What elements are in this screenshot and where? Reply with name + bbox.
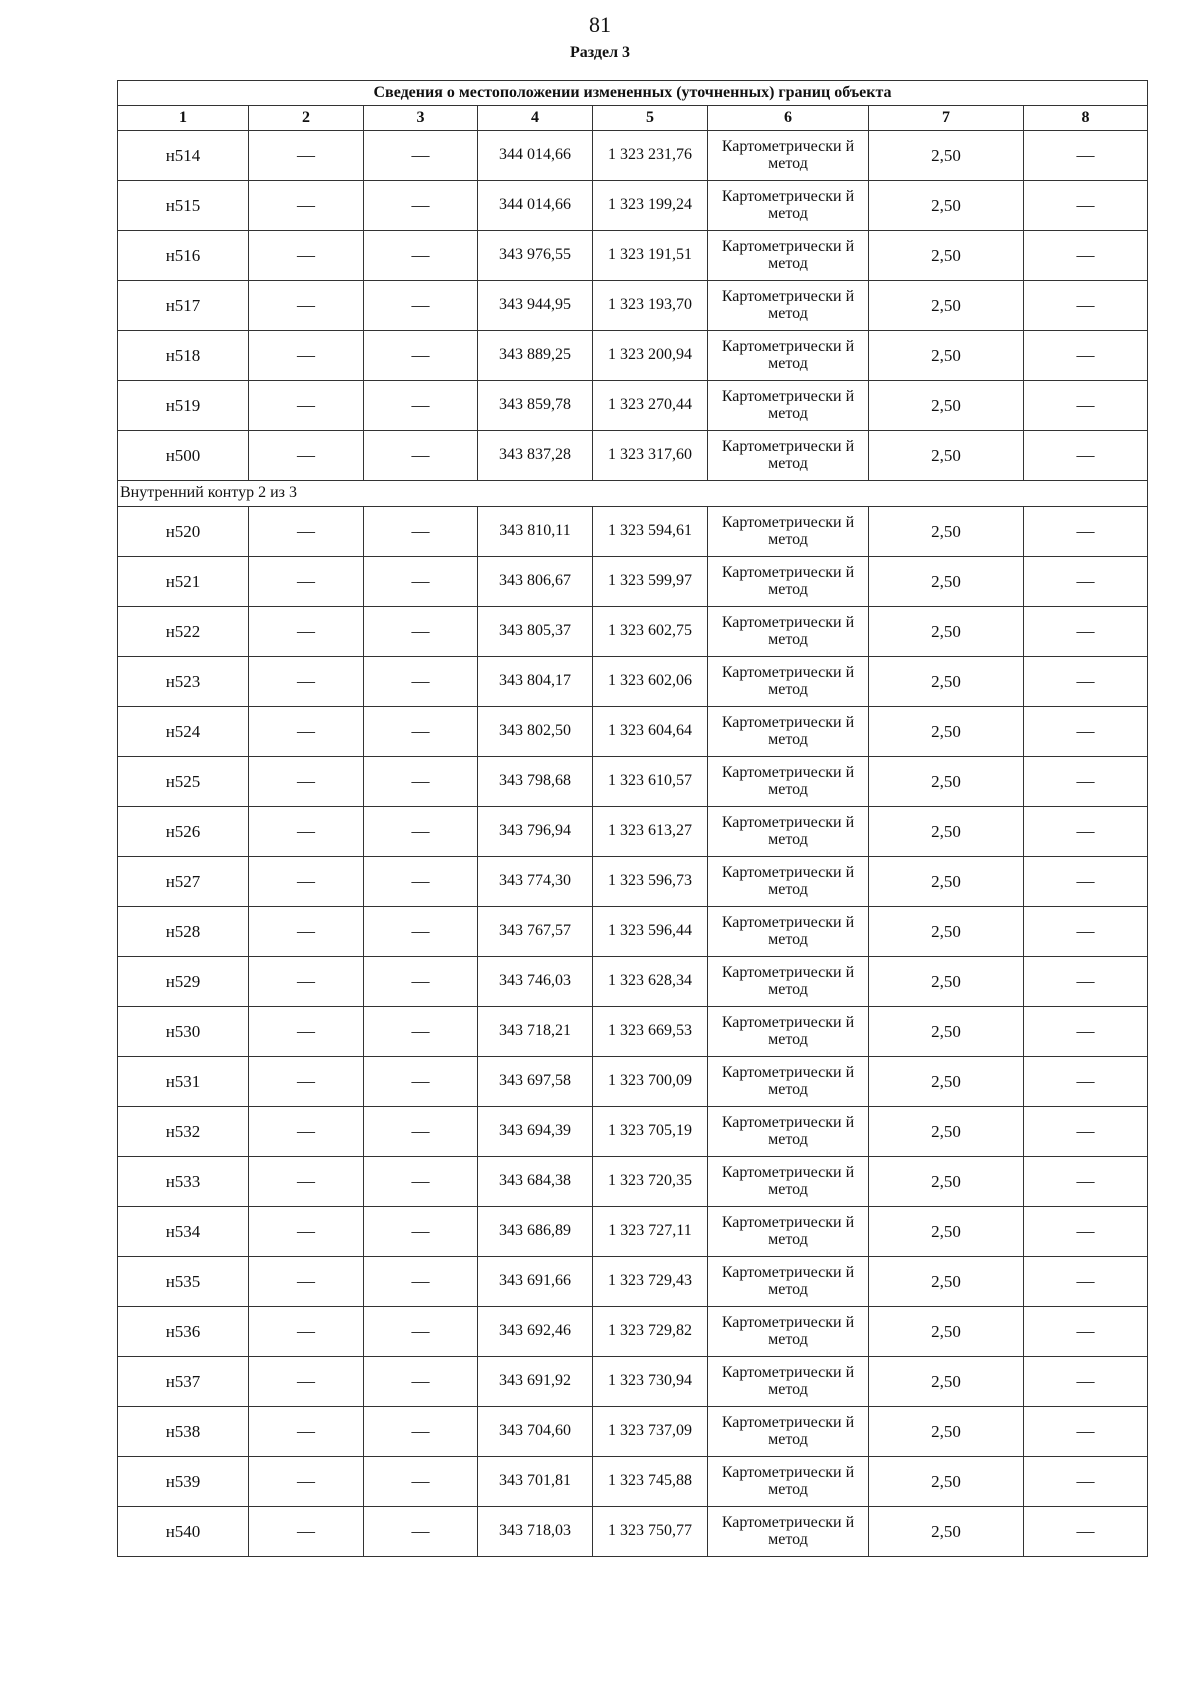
- y-coordinate: 1 323 191,51: [593, 231, 708, 281]
- col3-value: —: [364, 757, 478, 807]
- col8-value: —: [1024, 957, 1148, 1007]
- y-coordinate: 1 323 669,53: [593, 1007, 708, 1057]
- method: Картометрически й метод: [708, 807, 869, 857]
- method: Картометрически й метод: [708, 957, 869, 1007]
- col2-value: —: [249, 281, 364, 331]
- table-row: [118, 557, 1148, 607]
- point-name: н522: [118, 607, 249, 657]
- point-name: н521: [118, 557, 249, 607]
- col8-value: —: [1024, 1307, 1148, 1357]
- col3-value: —: [364, 507, 478, 557]
- col3-value: —: [364, 907, 478, 957]
- y-coordinate: 1 323 610,57: [593, 757, 708, 807]
- column-number: 3: [364, 106, 478, 131]
- col8-value: —: [1024, 607, 1148, 657]
- method: Картометрически й метод: [708, 1457, 869, 1507]
- method: Картометрически й метод: [708, 1257, 869, 1307]
- accuracy: 2,50: [869, 657, 1024, 707]
- y-coordinate: 1 323 705,19: [593, 1107, 708, 1157]
- x-coordinate: 343 837,28: [478, 431, 593, 481]
- column-number-row: [118, 106, 1148, 131]
- y-coordinate: 1 323 729,82: [593, 1307, 708, 1357]
- col2-value: —: [249, 231, 364, 281]
- col2-value: —: [249, 1357, 364, 1407]
- point-name: н500: [118, 431, 249, 481]
- x-coordinate: 343 691,92: [478, 1357, 593, 1407]
- method: Картометрически й метод: [708, 1107, 869, 1157]
- accuracy: 2,50: [869, 1157, 1024, 1207]
- col8-value: —: [1024, 1507, 1148, 1557]
- col8-value: —: [1024, 507, 1148, 557]
- method: Картометрически й метод: [708, 1007, 869, 1057]
- point-name: н524: [118, 707, 249, 757]
- method: Картометрически й метод: [708, 907, 869, 957]
- col3-value: —: [364, 1407, 478, 1457]
- contour-row: [118, 481, 1148, 507]
- col2-value: —: [249, 181, 364, 231]
- col3-value: —: [364, 1007, 478, 1057]
- x-coordinate: 343 810,11: [478, 507, 593, 557]
- point-name: н520: [118, 507, 249, 557]
- column-number: 5: [593, 106, 708, 131]
- table-row: [118, 807, 1148, 857]
- point-name: н528: [118, 907, 249, 957]
- table-row: [118, 657, 1148, 707]
- accuracy: 2,50: [869, 1257, 1024, 1307]
- col3-value: —: [364, 1507, 478, 1557]
- accuracy: 2,50: [869, 507, 1024, 557]
- col8-value: —: [1024, 431, 1148, 481]
- table-row: [118, 707, 1148, 757]
- point-name: н516: [118, 231, 249, 281]
- table-row: [118, 281, 1148, 331]
- x-coordinate: 343 806,67: [478, 557, 593, 607]
- col3-value: —: [364, 1357, 478, 1407]
- table-row: [118, 1157, 1148, 1207]
- method: Картометрически й метод: [708, 757, 869, 807]
- method: Картометрически й метод: [708, 657, 869, 707]
- method: Картометрически й метод: [708, 1207, 869, 1257]
- method: Картометрически й метод: [708, 331, 869, 381]
- x-coordinate: 343 694,39: [478, 1107, 593, 1157]
- table-row: [118, 1257, 1148, 1307]
- accuracy: 2,50: [869, 1107, 1024, 1157]
- col2-value: —: [249, 1057, 364, 1107]
- accuracy: 2,50: [869, 757, 1024, 807]
- table-row: [118, 1307, 1148, 1357]
- accuracy: 2,50: [869, 1207, 1024, 1257]
- x-coordinate: 343 692,46: [478, 1307, 593, 1357]
- col8-value: —: [1024, 1407, 1148, 1457]
- x-coordinate: 343 859,78: [478, 381, 593, 431]
- x-coordinate: 343 767,57: [478, 907, 593, 957]
- col2-value: —: [249, 1257, 364, 1307]
- col3-value: —: [364, 1207, 478, 1257]
- point-name: н537: [118, 1357, 249, 1407]
- col8-value: —: [1024, 757, 1148, 807]
- column-number: 4: [478, 106, 593, 131]
- col8-value: —: [1024, 707, 1148, 757]
- col8-value: —: [1024, 331, 1148, 381]
- col2-value: —: [249, 557, 364, 607]
- point-name: н535: [118, 1257, 249, 1307]
- y-coordinate: 1 323 594,61: [593, 507, 708, 557]
- col2-value: —: [249, 607, 364, 657]
- col8-value: —: [1024, 1157, 1148, 1207]
- accuracy: 2,50: [869, 1307, 1024, 1357]
- col2-value: —: [249, 431, 364, 481]
- point-name: н533: [118, 1157, 249, 1207]
- x-coordinate: 343 805,37: [478, 607, 593, 657]
- col3-value: —: [364, 707, 478, 757]
- y-coordinate: 1 323 700,09: [593, 1057, 708, 1107]
- x-coordinate: 343 718,21: [478, 1007, 593, 1057]
- table-row: [118, 957, 1148, 1007]
- col8-value: —: [1024, 1457, 1148, 1507]
- y-coordinate: 1 323 602,75: [593, 607, 708, 657]
- table-row: [118, 607, 1148, 657]
- col3-value: —: [364, 957, 478, 1007]
- accuracy: 2,50: [869, 1407, 1024, 1457]
- y-coordinate: 1 323 270,44: [593, 381, 708, 431]
- table-row: [118, 757, 1148, 807]
- contour-label: Внутренний контур 2 из 3: [118, 481, 1148, 507]
- column-number: 7: [869, 106, 1024, 131]
- point-name: н532: [118, 1107, 249, 1157]
- method: Картометрически й метод: [708, 1407, 869, 1457]
- x-coordinate: 343 976,55: [478, 231, 593, 281]
- col3-value: —: [364, 331, 478, 381]
- accuracy: 2,50: [869, 1357, 1024, 1407]
- section-title: Раздел 3: [569, 44, 631, 61]
- point-name: н534: [118, 1207, 249, 1257]
- col8-value: —: [1024, 907, 1148, 957]
- table-row: [118, 1007, 1148, 1057]
- y-coordinate: 1 323 737,09: [593, 1407, 708, 1457]
- accuracy: 2,50: [869, 231, 1024, 281]
- table-row: [118, 381, 1148, 431]
- col3-value: —: [364, 1307, 478, 1357]
- col3-value: —: [364, 431, 478, 481]
- point-name: н527: [118, 857, 249, 907]
- method: Картометрически й метод: [708, 607, 869, 657]
- col3-value: —: [364, 657, 478, 707]
- col8-value: —: [1024, 181, 1148, 231]
- y-coordinate: 1 323 596,73: [593, 857, 708, 907]
- accuracy: 2,50: [869, 1507, 1024, 1557]
- col2-value: —: [249, 1407, 364, 1457]
- method: Картометрически й метод: [708, 707, 869, 757]
- col3-value: —: [364, 1057, 478, 1107]
- x-coordinate: 344 014,66: [478, 131, 593, 181]
- table-row: [118, 1207, 1148, 1257]
- accuracy: 2,50: [869, 1457, 1024, 1507]
- table-row: [118, 857, 1148, 907]
- y-coordinate: 1 323 729,43: [593, 1257, 708, 1307]
- x-coordinate: 343 774,30: [478, 857, 593, 907]
- accuracy: 2,50: [869, 857, 1024, 907]
- point-name: н525: [118, 757, 249, 807]
- coordinates-table: [117, 80, 1148, 1557]
- y-coordinate: 1 323 750,77: [593, 1507, 708, 1557]
- method: Картометрически й метод: [708, 507, 869, 557]
- method: Картометрически й метод: [708, 381, 869, 431]
- method: Картометрически й метод: [708, 1157, 869, 1207]
- accuracy: 2,50: [869, 431, 1024, 481]
- accuracy: 2,50: [869, 807, 1024, 857]
- point-name: н515: [118, 181, 249, 231]
- point-name: н530: [118, 1007, 249, 1057]
- accuracy: 2,50: [869, 331, 1024, 381]
- col2-value: —: [249, 957, 364, 1007]
- col2-value: —: [249, 707, 364, 757]
- col3-value: —: [364, 181, 478, 231]
- table-row: [118, 1107, 1148, 1157]
- table-row: [118, 1407, 1148, 1457]
- x-coordinate: 343 802,50: [478, 707, 593, 757]
- column-number: 6: [708, 106, 869, 131]
- x-coordinate: 343 697,58: [478, 1057, 593, 1107]
- table-row: [118, 1457, 1148, 1507]
- col3-value: —: [364, 1157, 478, 1207]
- point-name: н517: [118, 281, 249, 331]
- col3-value: —: [364, 131, 478, 181]
- accuracy: 2,50: [869, 181, 1024, 231]
- accuracy: 2,50: [869, 281, 1024, 331]
- col8-value: —: [1024, 1007, 1148, 1057]
- point-name: н529: [118, 957, 249, 1007]
- col2-value: —: [249, 1307, 364, 1357]
- accuracy: 2,50: [869, 1007, 1024, 1057]
- col2-value: —: [249, 1007, 364, 1057]
- accuracy: 2,50: [869, 381, 1024, 431]
- col2-value: —: [249, 757, 364, 807]
- y-coordinate: 1 323 720,35: [593, 1157, 708, 1207]
- table-row: [118, 131, 1148, 181]
- col2-value: —: [249, 331, 364, 381]
- point-name: н538: [118, 1407, 249, 1457]
- col3-value: —: [364, 231, 478, 281]
- method: Картометрически й метод: [708, 431, 869, 481]
- col2-value: —: [249, 507, 364, 557]
- y-coordinate: 1 323 628,34: [593, 957, 708, 1007]
- point-name: н526: [118, 807, 249, 857]
- accuracy: 2,50: [869, 907, 1024, 957]
- col2-value: —: [249, 381, 364, 431]
- method: Картометрически й метод: [708, 281, 869, 331]
- y-coordinate: 1 323 231,76: [593, 131, 708, 181]
- col2-value: —: [249, 657, 364, 707]
- col8-value: —: [1024, 1207, 1148, 1257]
- method: Картометрически й метод: [708, 1357, 869, 1407]
- point-name: н536: [118, 1307, 249, 1357]
- col3-value: —: [364, 281, 478, 331]
- accuracy: 2,50: [869, 1057, 1024, 1107]
- table-row: [118, 1357, 1148, 1407]
- col2-value: —: [249, 857, 364, 907]
- table-row: [118, 1057, 1148, 1107]
- y-coordinate: 1 323 599,97: [593, 557, 708, 607]
- table-row: [118, 331, 1148, 381]
- y-coordinate: 1 323 200,94: [593, 331, 708, 381]
- x-coordinate: 343 704,60: [478, 1407, 593, 1457]
- column-number: 8: [1024, 106, 1148, 131]
- col2-value: —: [249, 907, 364, 957]
- y-coordinate: 1 323 745,88: [593, 1457, 708, 1507]
- x-coordinate: 343 684,38: [478, 1157, 593, 1207]
- col3-value: —: [364, 807, 478, 857]
- y-coordinate: 1 323 199,24: [593, 181, 708, 231]
- method: Картометрически й метод: [708, 857, 869, 907]
- col3-value: —: [364, 1257, 478, 1307]
- y-coordinate: 1 323 193,70: [593, 281, 708, 331]
- accuracy: 2,50: [869, 607, 1024, 657]
- col8-value: —: [1024, 557, 1148, 607]
- x-coordinate: 343 944,95: [478, 281, 593, 331]
- col8-value: —: [1024, 1107, 1148, 1157]
- accuracy: 2,50: [869, 557, 1024, 607]
- method: Картометрически й метод: [708, 1307, 869, 1357]
- y-coordinate: 1 323 596,44: [593, 907, 708, 957]
- col8-value: —: [1024, 381, 1148, 431]
- col8-value: —: [1024, 1257, 1148, 1307]
- x-coordinate: 343 701,81: [478, 1457, 593, 1507]
- x-coordinate: 343 718,03: [478, 1507, 593, 1557]
- y-coordinate: 1 323 727,11: [593, 1207, 708, 1257]
- table-row: [118, 507, 1148, 557]
- col8-value: —: [1024, 131, 1148, 181]
- col2-value: —: [249, 1507, 364, 1557]
- accuracy: 2,50: [869, 707, 1024, 757]
- table-row: [118, 181, 1148, 231]
- point-name: н539: [118, 1457, 249, 1507]
- method: Картометрически й метод: [708, 557, 869, 607]
- method: Картометрически й метод: [708, 1057, 869, 1107]
- x-coordinate: 344 014,66: [478, 181, 593, 231]
- col2-value: —: [249, 1207, 364, 1257]
- x-coordinate: 343 889,25: [478, 331, 593, 381]
- table-caption: Сведения о местоположении измененных (уточненных) границ объекта: [118, 81, 1148, 106]
- table-row: [118, 1507, 1148, 1557]
- col8-value: —: [1024, 1057, 1148, 1107]
- y-coordinate: 1 323 317,60: [593, 431, 708, 481]
- col8-value: —: [1024, 807, 1148, 857]
- method: Картометрически й метод: [708, 131, 869, 181]
- x-coordinate: 343 691,66: [478, 1257, 593, 1307]
- col2-value: —: [249, 1457, 364, 1507]
- page-number: 81: [589, 12, 611, 37]
- table-body: [118, 131, 1148, 1557]
- accuracy: 2,50: [869, 131, 1024, 181]
- y-coordinate: 1 323 613,27: [593, 807, 708, 857]
- accuracy: 2,50: [869, 957, 1024, 1007]
- col2-value: —: [249, 1157, 364, 1207]
- table-row: [118, 907, 1148, 957]
- y-coordinate: 1 323 604,64: [593, 707, 708, 757]
- y-coordinate: 1 323 730,94: [593, 1357, 708, 1407]
- col2-value: —: [249, 1107, 364, 1157]
- method: Картометрически й метод: [708, 181, 869, 231]
- col3-value: —: [364, 1457, 478, 1507]
- table-row: [118, 231, 1148, 281]
- table-row: [118, 431, 1148, 481]
- point-name: н514: [118, 131, 249, 181]
- col3-value: —: [364, 607, 478, 657]
- col3-value: —: [364, 557, 478, 607]
- column-number: 1: [118, 106, 249, 131]
- point-name: н540: [118, 1507, 249, 1557]
- x-coordinate: 343 746,03: [478, 957, 593, 1007]
- col2-value: —: [249, 131, 364, 181]
- point-name: н531: [118, 1057, 249, 1107]
- point-name: н523: [118, 657, 249, 707]
- col8-value: —: [1024, 857, 1148, 907]
- col8-value: —: [1024, 281, 1148, 331]
- col2-value: —: [249, 807, 364, 857]
- x-coordinate: 343 686,89: [478, 1207, 593, 1257]
- method: Картометрически й метод: [708, 1507, 869, 1557]
- col3-value: —: [364, 381, 478, 431]
- col3-value: —: [364, 1107, 478, 1157]
- col8-value: —: [1024, 1357, 1148, 1407]
- x-coordinate: 343 796,94: [478, 807, 593, 857]
- x-coordinate: 343 804,17: [478, 657, 593, 707]
- point-name: н518: [118, 331, 249, 381]
- y-coordinate: 1 323 602,06: [593, 657, 708, 707]
- column-number: 2: [249, 106, 364, 131]
- col8-value: —: [1024, 657, 1148, 707]
- point-name: н519: [118, 381, 249, 431]
- x-coordinate: 343 798,68: [478, 757, 593, 807]
- col8-value: —: [1024, 231, 1148, 281]
- method: Картометрически й метод: [708, 231, 869, 281]
- col3-value: —: [364, 857, 478, 907]
